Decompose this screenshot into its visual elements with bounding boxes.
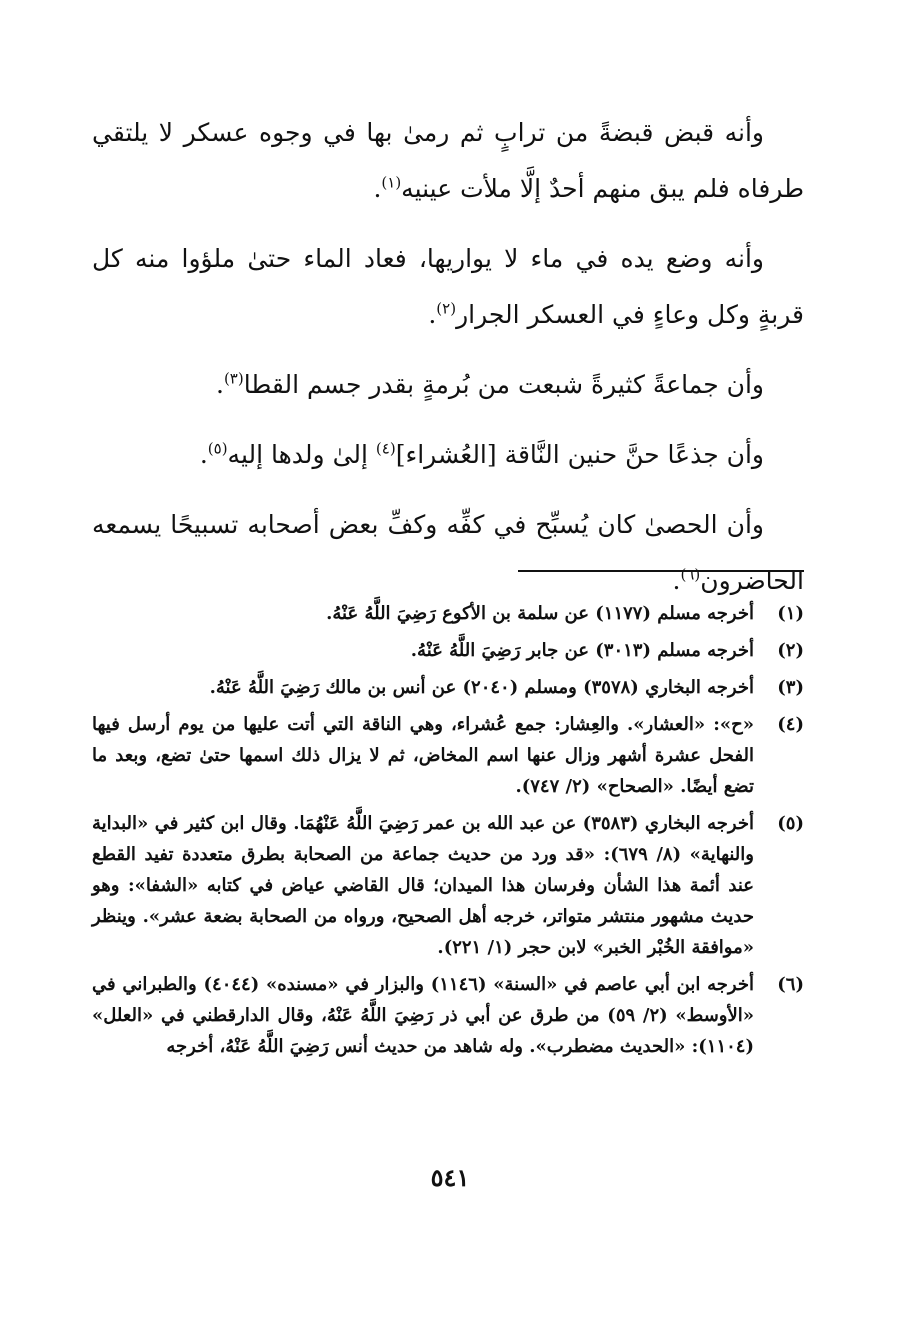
footnote-number: (١) [777, 603, 804, 624]
footnote-number: (٦) [777, 974, 804, 995]
paragraph-3-text: وأن جماعةً كثيرةً شبعت من بُرمةٍ بقدر جسم القطا [243, 370, 764, 399]
paragraph-4: وأن جذعًا حنَّ حنين النَّاقة [العُشراء]$^{(٤)}$ إلىٰ ولدها إليه$^{(٥)}$. [199, 439, 764, 469]
footnote-1 [92, 598, 804, 629]
footnote-2 [92, 635, 804, 666]
footnote-text: «ح»: «العشار». والعِشار: جمع عُشراء، وهي الناقة التي أتت عليها من يوم أرسل فيها الفحل عشرة أشهر وزال عنها اسم المخاض، ثم لا يزال ذلك اسمها حتىٰ تضع، وبعد ما تضع أيضًا. «الصحاح» (٢/ ٧٤٧). [92, 714, 754, 797]
paragraph-1: وأنه قبض قبضةً من ترابٍ ثم رمىٰ بها في وجوه عسكر لا يلتقي طرفاه فلم يبق منهم أحدٌ إلَّا ملأت عينيه$^{(١)}$. [92, 118, 804, 203]
footnote-ref-5[interactable]: (٥) [207, 439, 228, 458]
footnote-number: (٢) [777, 640, 804, 661]
footnote-number: (٥) [777, 813, 804, 834]
footnote-3 [92, 672, 804, 703]
paragraph-4-text-after: إلىٰ ولدها إليه [227, 440, 376, 469]
footnote-text: أخرجه البخاري (٣٥٨٣) عن عبد الله بن عمر رَضِيَ اللَّهُ عَنْهُمَا. وقال ابن كثير في «البداية والنهاية» (٨/ ٦٧٩): «قد ورد من حديث جماعة من الصحابة بطرق متعددة تفيد القطع عند أئمة هذا الشأن وفرسان هذا الميدان؛ قال القاضي عياض في كتابه «الشفا»: وهو حديث مشهور منتشر متواتر، خرجه أهل الصحيح، ورواه من الصحابة بضعة عشر». وينظر «موافقة الخُبْر الخبر» لابن حجر (١/ ٢٢١). [92, 813, 754, 958]
paragraph-5: وأن الحصىٰ كان يُسبِّح في كفِّه وكفِّ بعض أصحابه تسبيحًا يسمعه الحاضرون$^{(٦)}$. [92, 510, 804, 595]
footnote-ref-3[interactable]: (٣) [223, 369, 244, 388]
footnotes [92, 598, 804, 1068]
footnote-ref-2[interactable]: (٢) [436, 299, 457, 318]
paragraph-5-text: وأن الحصىٰ كان يُسبِّح في كفِّه وكفِّ بعض أصحابه تسبيحًا يسمعه الحاضرون [92, 510, 804, 595]
paragraph-2-text: وأنه وضع يده في ماء لا يواريها، فعاد الماء حتىٰ ملؤوا منه كل قربةٍ وكل وعاءٍ في العسكر الجرار [92, 244, 804, 329]
footnote-6 [92, 969, 804, 1062]
paragraph-2: وأنه وضع يده في ماء لا يواريها، فعاد الماء حتىٰ ملؤوا منه كل قربةٍ وكل وعاءٍ في العسكر الجرار$^{(٢)}$. [92, 244, 804, 329]
paragraph-3: وأن جماعةً كثيرةً شبعت من بُرمةٍ بقدر جسم القطا$^{(٣)}$. [215, 369, 764, 399]
footnote-ref-6[interactable]: (٦) [680, 565, 701, 584]
footnote-ref-1[interactable]: (١) [381, 173, 402, 192]
footnote-text: أخرجه البخاري (٣٥٧٨) ومسلم (٢٠٤٠) عن أنس بن مالك رَضِيَ اللَّهُ عَنْهُ. [209, 677, 754, 698]
footnote-text: أخرجه مسلم (٣٠١٣) عن جابر رَضِيَ اللَّهُ عَنْهُ. [410, 640, 754, 661]
footnote-text: أخرجه ابن أبي عاصم في «السنة» (١١٤٦) والبزار في «مسنده» (٤٠٤٤) والطبراني في «الأوسط» (٢/ ٥٩) من طرق عن أبي ذر رَضِيَ اللَّهُ عَنْهُ، وقال الدارقطني في «العلل» (١١٠٤): «الحديث مضطرب». وله شاهد من حديث أنس رَضِيَ اللَّهُ عَنْهُ، أخرجه [92, 974, 755, 1057]
footnote-text: أخرجه مسلم (١١٧٧) عن سلمة بن الأكوع رَضِيَ اللَّهُ عَنْهُ. [326, 603, 754, 624]
footnote-number: (٤) [777, 714, 804, 735]
main-text [92, 105, 804, 623]
page-number: ٥٤١ [430, 1163, 470, 1192]
footnote-5 [92, 808, 804, 963]
paragraph-1-text: وأنه قبض قبضةً من ترابٍ ثم رمىٰ بها في وجوه عسكر لا يلتقي طرفاه فلم يبق منهم أحدٌ إلَّا ملأت عينيه [92, 118, 804, 203]
footnote-number: (٣) [777, 677, 804, 698]
paragraph-4-text: وأن جذعًا حنَّ حنين النَّاقة [العُشراء] [395, 440, 764, 469]
footnote-divider [518, 570, 804, 572]
footnote-4 [92, 709, 804, 802]
footnote-ref-4[interactable]: (٤) [375, 439, 396, 458]
